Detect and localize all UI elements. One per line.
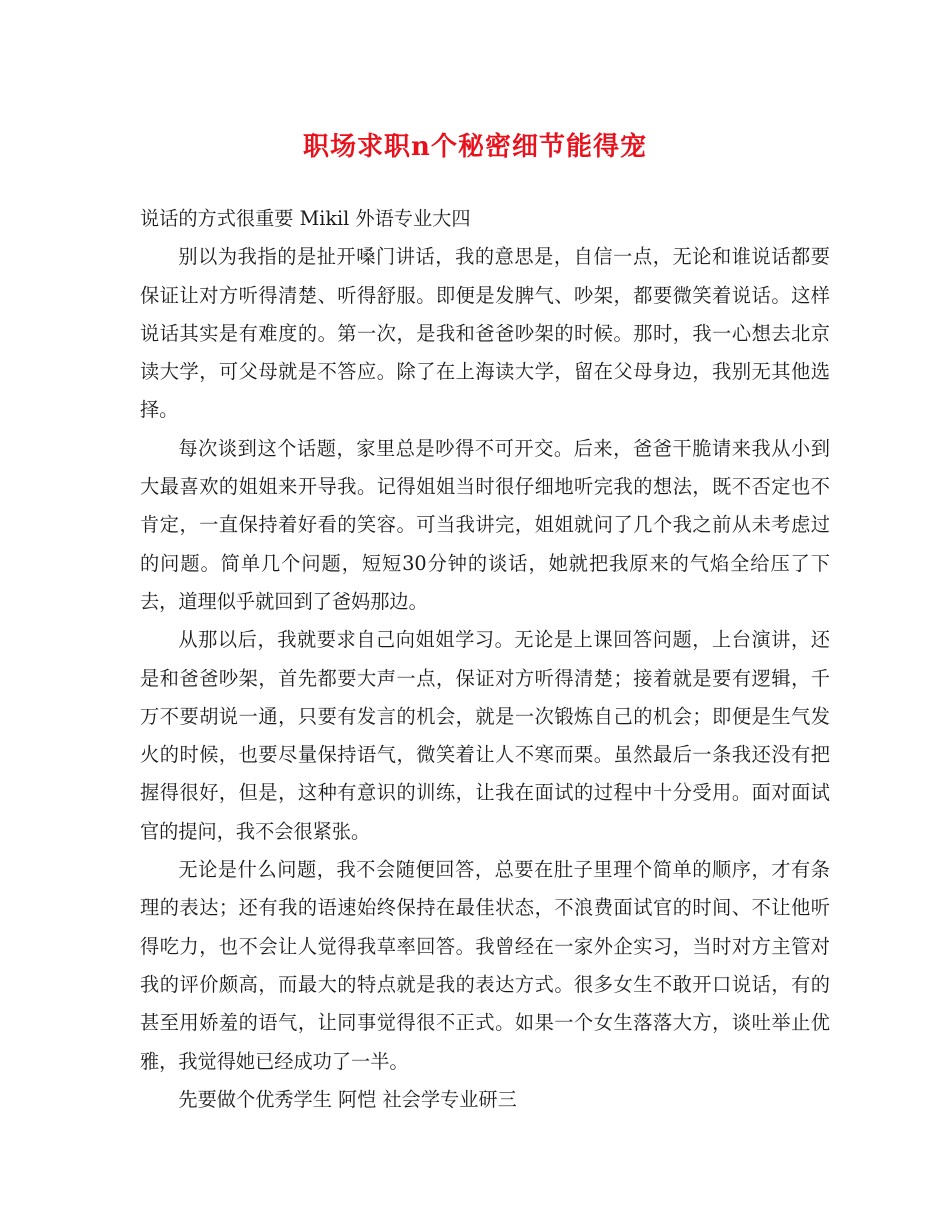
section-heading-2: 先要做个优秀学生 阿恺 社会学专业研三 [178,1087,517,1111]
paragraph-1: 别以为我指的是扯开嗓门讲话，我的意思是，自信一点，无论和谁说话都要保证让对方听得清楚、听得舒服。即便是发脾气、吵架，都要微笑着说话。这样说话其实是有难度的。第一次，是我和爸爸吵架的时候。那时，我一心想去北京读大学，可父母就是不答应。除了在上海读大学，留在父母身边，我别无其他选择。 [140,245,830,422]
paragraph-3: 从那以后，我就要求自己向姐姐学习。无论是上课回答问题，上台演讲，还是和爸爸吵架，首先都要大声一点，保证对方听得清楚；接着就是要有逻辑，千万不要胡说一通，只要有发言的机会，就是一次锻炼自己的机会；即便是生气发火的时候，也要尽量保持语气，微笑着让人不寒而栗。虽然最后一条我还没有把握得很好，但是，这种有意识的训练，让我在面试的过程中十分受用。面对面试官的提问，我不会很紧张。 [140,628,830,843]
paragraph-2: 每次谈到这个话题，家里总是吵得不可开交。后来，爸爸干脆请来我从小到大最喜欢的姐姐来开导我。记得姐姐当时很仔细地听完我的想法，既不否定也不肯定，一直保持着好看的笑容。可当我讲完，姐姐就问了几个我之前从未考虑过的问题。简单几个问题，短短30分钟的谈话，她就把我原来的气焰全给压了下去，道理似乎就回到了爸妈那边。 [140,436,830,613]
document-body [140,200,830,1119]
document-title: 职场求职n个秘密细节能得宠 [303,132,647,162]
section-heading-1: 说话的方式很重要 Mikil 外语专业大四 [140,207,471,230]
paragraph-4: 无论是什么问题，我不会随便回答，总要在肚子里理个简单的顺序，才有条理的表达；还有我的语速始终保持在最佳状态，不浪费面试官的时间、不让他听得吃力，也不会让人觉得我草率回答。我曾经在一家外企实习，当时对方主管对我的评价颇高，而最大的特点就是我的表达方式。很多女生不敢开口说话，有的甚至用娇羞的语气，让同事觉得很不正式。如果一个女生落落大方，谈吐举止优雅，我觉得她已经成功了一半。 [140,858,830,1073]
